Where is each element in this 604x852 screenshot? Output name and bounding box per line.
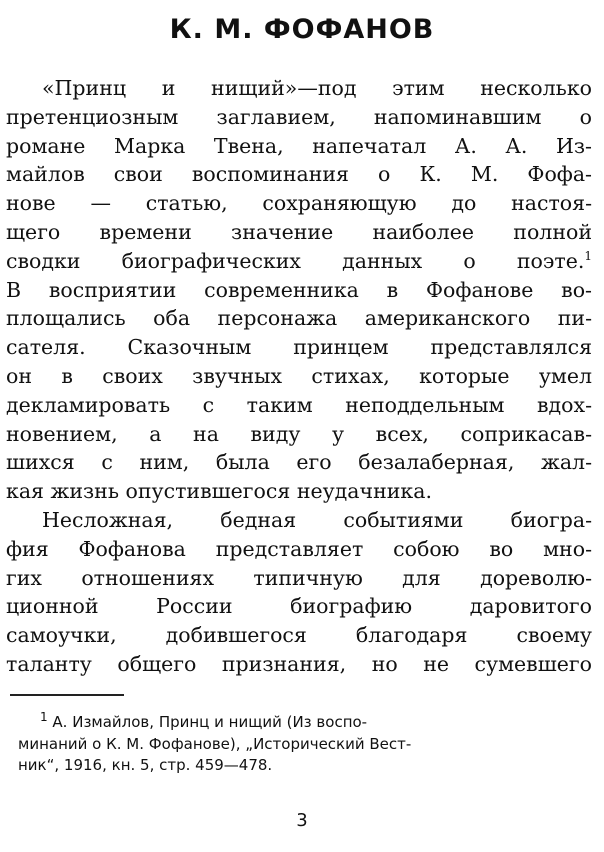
- main-text: [6, 74, 592, 679]
- paragraph-1-line-8: В восприятии современника в Фофанове во-: [6, 277, 592, 302]
- paragraph-1-line-7-text: сводки биографических данных о поэте.: [6, 248, 585, 273]
- paragraph-2-line-4: ционной России биографию даровитого: [6, 594, 592, 619]
- paragraph-2-line-5: самоучки, добившегося благодаря своему: [6, 623, 592, 648]
- footnote-reference-marker: 1: [584, 248, 592, 263]
- page-number: 3: [296, 810, 308, 831]
- footnote-divider: [10, 694, 124, 696]
- footnote-line-1: [6, 712, 592, 734]
- paragraph-1-line-14: шихся с ним, была его безалаберная, жал-: [6, 450, 592, 475]
- paragraph-1-line-10: сателя. Сказочным принцем представлялся: [6, 335, 592, 360]
- paragraph-2-line-2: фия Фофанова представляет собою во мно-: [6, 536, 592, 561]
- paragraph-1-line-2: претенциозным заглавием, напоминавшим о: [6, 104, 592, 129]
- paragraph-1-line-11: он в своих звучных стихах, которые умел: [6, 363, 592, 388]
- paragraph-1-line-5: нове — статью, сохраняющую до настоя-: [6, 191, 592, 216]
- paragraph-1-line-6: щего времени значение наиболее полной: [6, 219, 592, 244]
- paragraph-1-line-9: площались оба персонажа американского пи-: [6, 306, 592, 331]
- footnote-line-2: минаний о К. М. Фофанове), „Исторический Вест-: [18, 734, 412, 753]
- footnote: [6, 712, 592, 777]
- paragraph-1-line-12: декламировать с таким неподдельным вдох-: [6, 392, 592, 417]
- paragraph-1-line-15: кая жизнь опустившегося неудачника.: [6, 479, 432, 504]
- paragraph-1-line-1: «Принц и нищий»—под этим несколько: [42, 76, 592, 100]
- footnote-line-3: ник“, 1916, кн. 5, стр. 459—478.: [18, 756, 273, 774]
- footnote-marker: 1: [40, 712, 48, 724]
- chapter-title: К. М. ФОФАНОВ: [169, 14, 435, 45]
- paragraph-1-line-7: [6, 247, 592, 276]
- paragraph-1-line-13: новением, а на виду у всех, соприкасав-: [6, 421, 592, 446]
- footnote-line-1-text: А. Измайлов, Принц и нищий (Из воспо-: [52, 713, 368, 731]
- paragraph-1-line-4: майлов свои воспоминания о К. М. Фофа-: [6, 162, 592, 187]
- paragraph-2-line-6: таланту общего признания, но не сумевшего: [6, 651, 592, 676]
- paragraph-2-line-3: гих отношениях типичную для дореволю-: [6, 565, 592, 590]
- paragraph-2-line-1: Несложная, бедная событиями биогра-: [42, 507, 592, 532]
- paragraph-1-line-3: романе Марка Твена, напечатал А. А. Из-: [6, 133, 592, 158]
